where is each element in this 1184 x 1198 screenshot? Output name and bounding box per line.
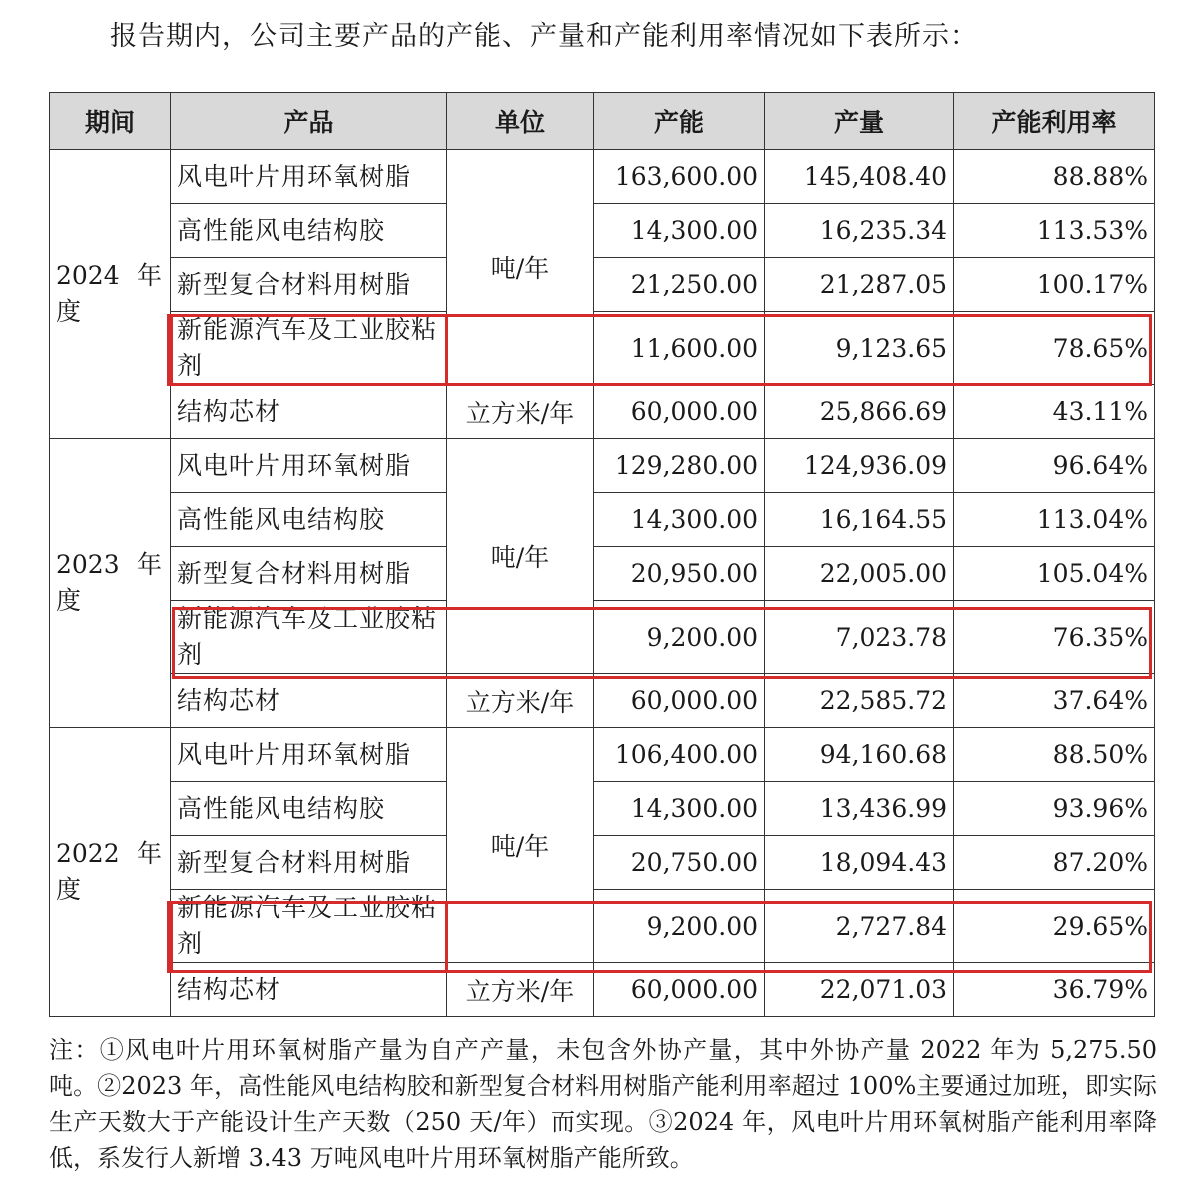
capacity-value: 60,000.00 <box>594 385 765 439</box>
unit-cell: 吨/年 <box>447 150 594 385</box>
utilization-value: 78.65% <box>954 312 1155 385</box>
output-value: 7,023.78 <box>765 601 954 674</box>
note-text: 注：①风电叶片用环氧树脂产量为自产产量，未包含外协产量，其中外协产量 2022 年为 5,275.50 吨。②2023 年，高性能风电结构胶和新型复合材料用树脂产能利用率超过 100%主要通过加班，即实际生产天数大于产能设计生产天数（250 天/年）而实现。③2024 年，风电叶片用环氧树脂产能利用率降低，系发行人新增 3.43 万吨风电叶片用环氧树脂产能所致。 <box>49 1036 1157 1172</box>
product-name: 结构芯材 <box>171 385 447 439</box>
table-row <box>50 728 1155 782</box>
output-value: 25,866.69 <box>765 385 954 439</box>
period-cell <box>50 150 171 439</box>
output-value: 2,727.84 <box>765 890 954 963</box>
table-row <box>50 836 1155 890</box>
header-utilization: 产能利用率 <box>954 93 1155 150</box>
output-value: 94,160.68 <box>765 728 954 782</box>
period-year-suffix: 年 <box>136 550 162 579</box>
product-name: 高性能风电结构胶 <box>171 493 447 547</box>
unit-cell: 立方米/年 <box>447 674 594 728</box>
header-output: 产量 <box>765 93 954 150</box>
product-name: 风电叶片用环氧树脂 <box>171 728 447 782</box>
utilization-value: 88.88% <box>954 150 1155 204</box>
period-year: 2022 <box>56 839 120 868</box>
product-name: 结构芯材 <box>171 674 447 728</box>
utilization-value: 113.04% <box>954 493 1155 547</box>
product-name: 新型复合材料用树脂 <box>171 547 447 601</box>
capacity-value: 14,300.00 <box>594 782 765 836</box>
table-row <box>50 150 1155 204</box>
product-name: 结构芯材 <box>171 963 447 1017</box>
capacity-value: 129,280.00 <box>594 439 765 493</box>
capacity-value: 60,000.00 <box>594 963 765 1017</box>
capacity-value: 20,750.00 <box>594 836 765 890</box>
capacity-value: 20,950.00 <box>594 547 765 601</box>
output-value: 22,585.72 <box>765 674 954 728</box>
utilization-value: 113.53% <box>954 204 1155 258</box>
period-year-suffix: 年 <box>136 261 162 290</box>
product-name: 风电叶片用环氧树脂 <box>171 439 447 493</box>
product-name: 新能源汽车及工业胶粘剂 <box>171 312 447 385</box>
table-row <box>50 601 1155 674</box>
product-name: 高性能风电结构胶 <box>171 204 447 258</box>
product-name: 新型复合材料用树脂 <box>171 836 447 890</box>
unit-cell: 立方米/年 <box>447 385 594 439</box>
output-value: 21,287.05 <box>765 258 954 312</box>
capacity-value: 9,200.00 <box>594 601 765 674</box>
header-capacity: 产能 <box>594 93 765 150</box>
table-row <box>50 204 1155 258</box>
output-value: 9,123.65 <box>765 312 954 385</box>
period-cell <box>50 439 171 728</box>
header-product: 产品 <box>171 93 447 150</box>
table-row <box>50 782 1155 836</box>
period-year: 2024 <box>56 261 120 290</box>
period-year: 2023 <box>56 550 120 579</box>
capacity-table <box>49 92 1155 1017</box>
table-row <box>50 674 1155 728</box>
utilization-value: 93.96% <box>954 782 1155 836</box>
unit-cell: 吨/年 <box>447 728 594 963</box>
utilization-value: 96.64% <box>954 439 1155 493</box>
output-value: 18,094.43 <box>765 836 954 890</box>
capacity-value: 14,300.00 <box>594 204 765 258</box>
table-row <box>50 963 1155 1017</box>
period-cell <box>50 728 171 1017</box>
capacity-value: 106,400.00 <box>594 728 765 782</box>
period-du: 度 <box>56 875 82 904</box>
product-name: 新能源汽车及工业胶粘剂 <box>171 601 447 674</box>
table-row <box>50 385 1155 439</box>
utilization-value: 29.65% <box>954 890 1155 963</box>
utilization-value: 100.17% <box>954 258 1155 312</box>
product-name: 高性能风电结构胶 <box>171 782 447 836</box>
header-period: 期间 <box>50 93 171 150</box>
capacity-value: 11,600.00 <box>594 312 765 385</box>
output-value: 124,936.09 <box>765 439 954 493</box>
utilization-value: 87.20% <box>954 836 1155 890</box>
product-name: 新型复合材料用树脂 <box>171 258 447 312</box>
unit-cell: 立方米/年 <box>447 963 594 1017</box>
period-du: 度 <box>56 586 82 615</box>
table-row <box>50 493 1155 547</box>
table-row <box>50 258 1155 312</box>
table-row <box>50 312 1155 385</box>
header-unit: 单位 <box>447 93 594 150</box>
utilization-value: 88.50% <box>954 728 1155 782</box>
intro-text: 报告期内，公司主要产品的产能、产量和产能利用率情况如下表所示： <box>110 21 978 52</box>
utilization-value: 36.79% <box>954 963 1155 1017</box>
period-year-suffix: 年 <box>136 839 162 868</box>
utilization-value: 37.64% <box>954 674 1155 728</box>
capacity-value: 21,250.00 <box>594 258 765 312</box>
table-row <box>50 439 1155 493</box>
output-value: 16,164.55 <box>765 493 954 547</box>
unit-cell: 吨/年 <box>447 439 594 674</box>
period-du: 度 <box>56 297 82 326</box>
capacity-value: 14,300.00 <box>594 493 765 547</box>
output-value: 22,005.00 <box>765 547 954 601</box>
table-header-row <box>50 93 1155 150</box>
table-note <box>49 1032 1157 1176</box>
utilization-value: 76.35% <box>954 601 1155 674</box>
utilization-value: 105.04% <box>954 547 1155 601</box>
product-name: 风电叶片用环氧树脂 <box>171 150 447 204</box>
capacity-value: 60,000.00 <box>594 674 765 728</box>
table-row <box>50 890 1155 963</box>
output-value: 145,408.40 <box>765 150 954 204</box>
output-value: 22,071.03 <box>765 963 954 1017</box>
output-value: 13,436.99 <box>765 782 954 836</box>
capacity-value: 9,200.00 <box>594 890 765 963</box>
output-value: 16,235.34 <box>765 204 954 258</box>
product-name: 新能源汽车及工业胶粘剂 <box>171 890 447 963</box>
table-row <box>50 547 1155 601</box>
capacity-value: 163,600.00 <box>594 150 765 204</box>
utilization-value: 43.11% <box>954 385 1155 439</box>
